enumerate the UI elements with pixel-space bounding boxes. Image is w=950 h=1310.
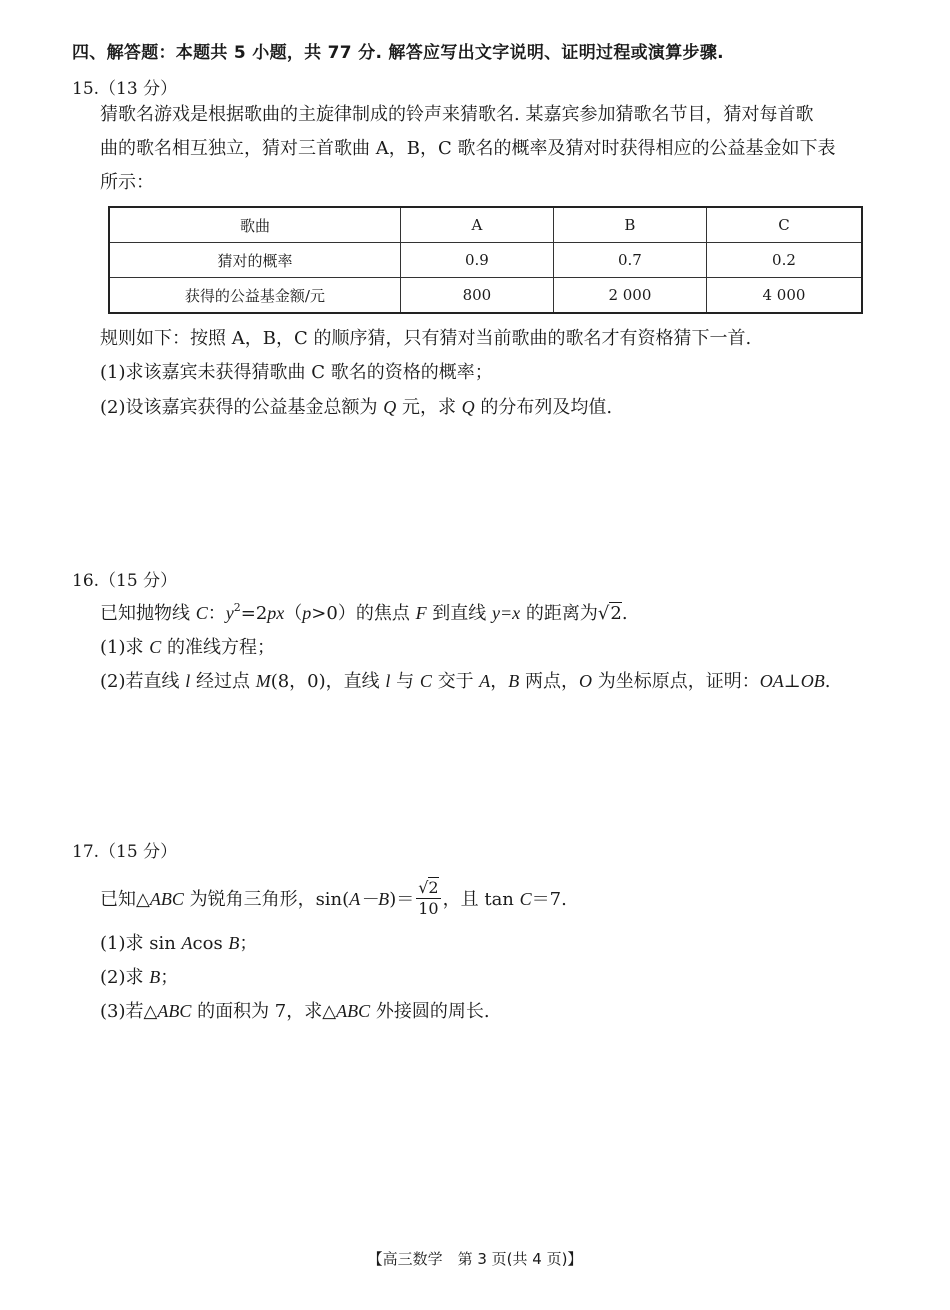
q17-header: 17.（15 分）	[72, 842, 178, 862]
text: >0）的焦点	[311, 603, 416, 624]
text: 为坐标原点，证明：	[592, 671, 760, 692]
text: 与	[390, 671, 420, 692]
q15-header: 15.（13 分）	[72, 79, 178, 99]
math-var: B	[149, 967, 161, 987]
math-var: px	[267, 603, 285, 623]
text: ＝7.	[531, 889, 567, 910]
math-var: C	[195, 603, 208, 623]
math-expr: y=x	[492, 603, 521, 623]
sqrt-sign: √	[418, 877, 429, 897]
text: 两点，	[519, 671, 580, 692]
math-exponent: 2	[233, 601, 241, 614]
q17-part2	[100, 960, 178, 995]
text: (1)求	[100, 637, 150, 658]
q15-part2	[100, 390, 612, 425]
table-header-cell: C	[706, 207, 862, 243]
text: 的面积为 7，求△	[191, 1001, 337, 1022]
fraction-numerator	[416, 878, 440, 899]
text: ，且 tan	[442, 889, 520, 910]
math-var: OB	[800, 671, 825, 691]
text: 到直线	[426, 603, 493, 624]
text: ，	[490, 671, 509, 692]
q15-intro-line1: 猜歌名游戏是根据歌曲的主旋律制成的铃声来猜歌名. 某嘉宾参加猜歌名节目，猜对每首歌	[100, 104, 814, 125]
text: (3)若△	[100, 1001, 158, 1022]
math-var: F	[415, 603, 427, 623]
q16-header: 16.（15 分）	[72, 571, 178, 591]
math-expr: A－B	[349, 889, 390, 909]
perp-symbol: ⊥	[783, 671, 801, 692]
text: ：	[207, 603, 226, 624]
math-var: A	[181, 933, 193, 953]
q15-table	[108, 206, 863, 314]
text: (2)求	[100, 967, 150, 988]
text: （	[284, 603, 303, 624]
text: 的距离为	[520, 603, 598, 624]
page-footer: 【高三数学 第 3 页(共 4 页)】	[367, 1250, 583, 1268]
table-row	[109, 278, 862, 314]
sqrt-sign: √	[597, 603, 610, 624]
q17-part3	[100, 994, 490, 1029]
q16-statement	[100, 596, 628, 631]
math-var: B	[228, 933, 240, 953]
math-var: B	[508, 671, 520, 691]
table-cell: 800	[400, 278, 553, 314]
math-var: ABC	[149, 889, 184, 909]
text: (2)若直线	[100, 671, 186, 692]
math-var: C	[519, 889, 532, 909]
table-cell: 0.7	[553, 243, 706, 278]
q15-rule: 规则如下：按照 A，B，C 的顺序猜，只有猜对当前歌曲的歌名才有资格猜下一首.	[100, 328, 752, 349]
q15-var-q: Q	[461, 397, 475, 417]
math-var: C	[419, 671, 432, 691]
table-cell: 猜对的概率	[109, 243, 400, 278]
math-var: l	[385, 671, 391, 691]
table-row	[109, 243, 862, 278]
table-cell: 4 000	[706, 278, 862, 314]
text: 交于	[431, 671, 480, 692]
fraction-denominator: 10	[418, 898, 439, 918]
math-var: p	[302, 603, 312, 623]
text: (8，0)，直线	[270, 671, 386, 692]
math-var: l	[185, 671, 191, 691]
math-var: y	[225, 603, 234, 623]
sqrt-expr	[598, 597, 622, 631]
q15-intro-line3: 所示：	[100, 172, 154, 193]
q15-var-q: Q	[383, 397, 397, 417]
math-var: OA	[759, 671, 784, 691]
table-header-cell: 歌曲	[109, 207, 400, 243]
text: 经过点	[190, 671, 256, 692]
text: cos	[192, 933, 229, 954]
q15-part1: (1)求该嘉宾未获得猜歌曲 C 歌名的资格的概率；	[100, 362, 493, 383]
text: ；	[239, 933, 258, 954]
text: 外接圆的周长.	[370, 1001, 490, 1022]
sqrt-radicand: 2	[610, 603, 622, 624]
q17-part1	[100, 926, 257, 961]
q17-statement	[100, 878, 567, 921]
math-var: ABC	[336, 1001, 371, 1021]
math-var: ABC	[157, 1001, 192, 1021]
text: (1)求 sin	[100, 933, 182, 954]
text: .	[824, 671, 831, 692]
section-title: 四、解答题：本题共 5 小题，共 77 分. 解答应写出文字说明、证明过程或演算步骤.	[72, 43, 724, 63]
text: .	[621, 603, 628, 624]
table-cell: 获得的公益基金额/元	[109, 278, 400, 314]
math-var: C	[149, 637, 162, 657]
text: 已知抛物线	[100, 603, 196, 624]
table-header-row	[109, 207, 862, 243]
text: =2	[240, 603, 268, 624]
table-header-cell: A	[400, 207, 553, 243]
math-var: A	[479, 671, 491, 691]
math-var: M	[255, 671, 271, 691]
q15-part2-text-a: (2)设该嘉宾获得的公益基金总额为	[100, 397, 384, 418]
q15-part2-text-b: 元，求	[396, 397, 462, 418]
q15-part2-text-c: 的分布列及均值.	[474, 397, 613, 418]
text: 的准线方程；	[161, 637, 275, 658]
q16-part1	[100, 630, 275, 665]
text: )＝	[389, 889, 415, 910]
math-var: O	[579, 671, 593, 691]
fraction	[416, 878, 440, 919]
q15-intro-line2: 曲的歌名相互独立，猜对三首歌曲 A，B，C 歌名的概率及猜对时获得相应的公益基金如下表	[100, 138, 836, 159]
table-cell: 0.9	[400, 243, 553, 278]
q16-part2	[100, 664, 830, 699]
table-cell: 2 000	[553, 278, 706, 314]
sqrt-radicand: 2	[428, 877, 439, 897]
table-header-cell: B	[553, 207, 706, 243]
text: 已知△	[100, 889, 150, 910]
text: ；	[160, 967, 179, 988]
text: 为锐角三角形，sin(	[183, 889, 350, 910]
table-cell: 0.2	[706, 243, 862, 278]
